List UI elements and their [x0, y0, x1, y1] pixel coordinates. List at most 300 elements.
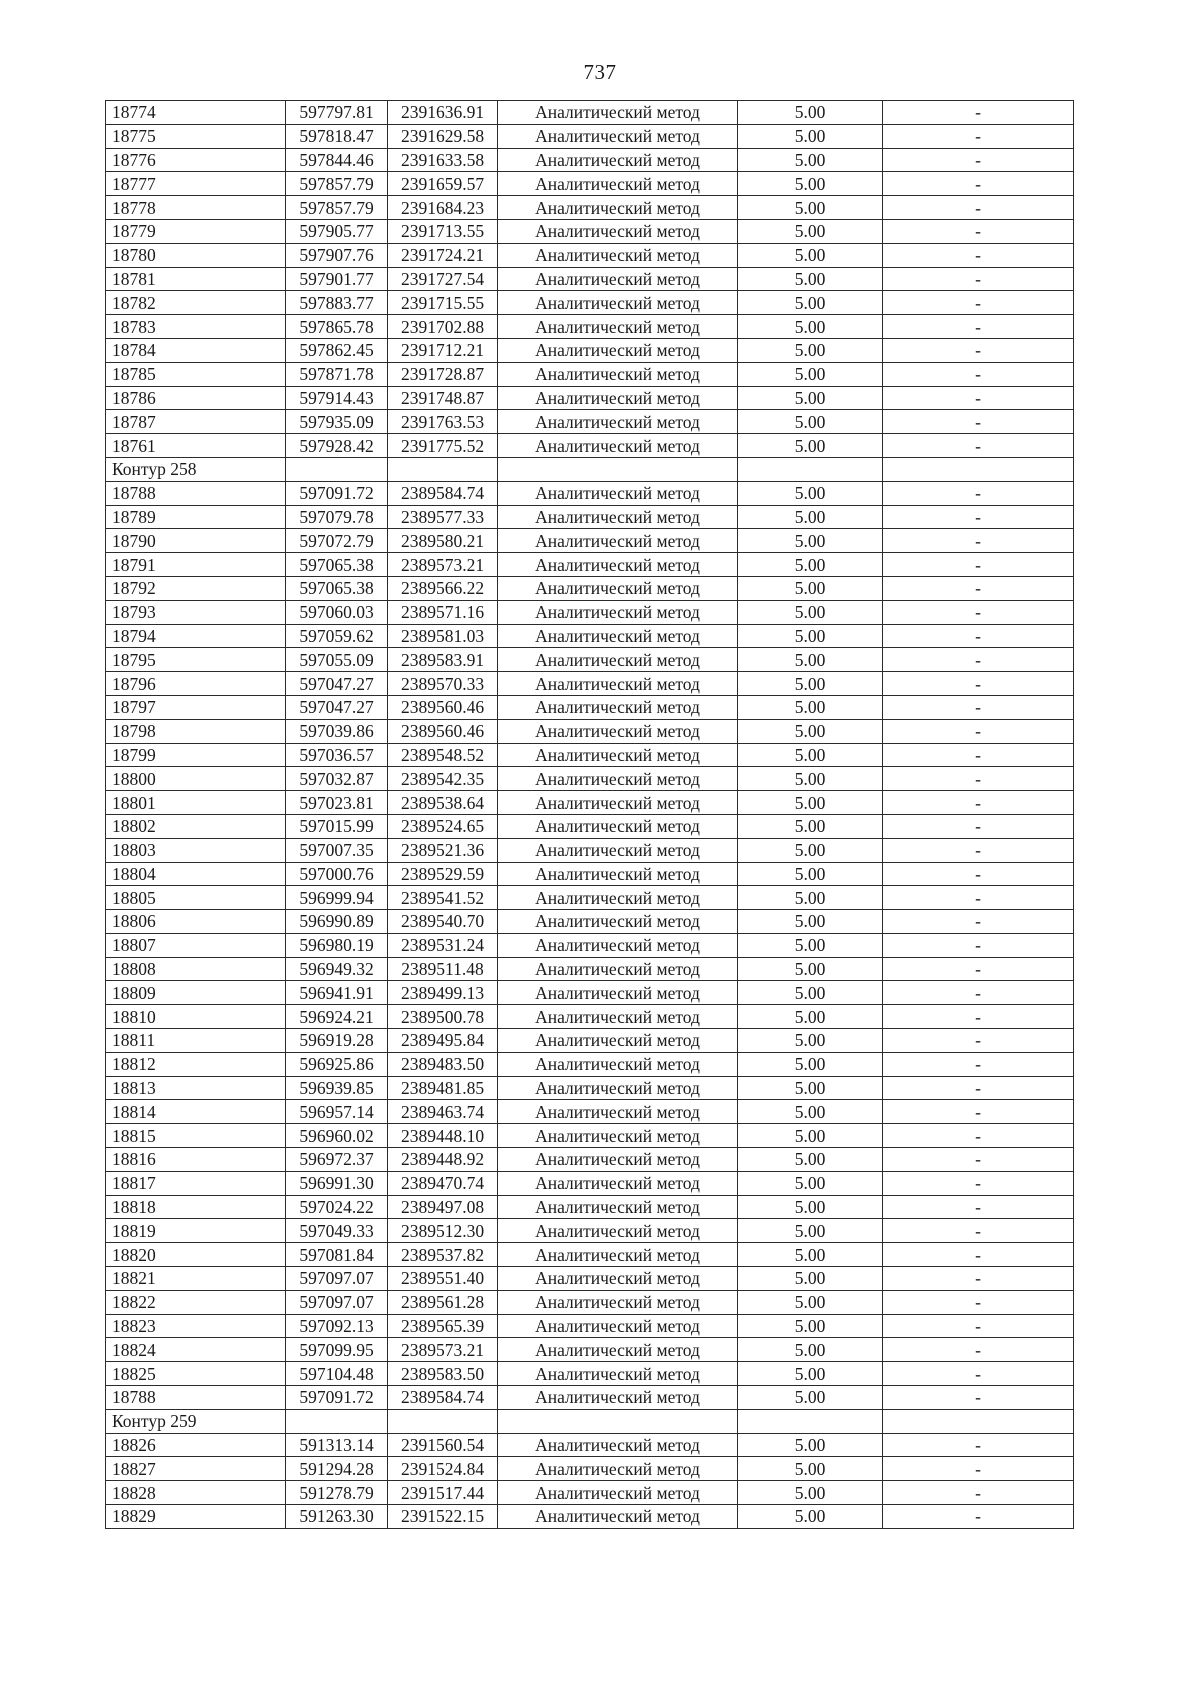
- x-coordinate-cell: 597091.72: [286, 1386, 388, 1410]
- x-coordinate-cell: 597065.38: [286, 576, 388, 600]
- method-cell: Аналитический метод: [498, 1267, 738, 1291]
- point-number-cell: 18761: [106, 434, 286, 458]
- description-cell: -: [883, 1338, 1074, 1362]
- accuracy-cell: 5.00: [738, 600, 883, 624]
- accuracy-cell: 5.00: [738, 1052, 883, 1076]
- table-row: [106, 791, 1074, 815]
- table-row: [106, 1338, 1074, 1362]
- table-row: [106, 957, 1074, 981]
- x-coordinate-cell: 596972.37: [286, 1148, 388, 1172]
- accuracy-cell: 5.00: [738, 695, 883, 719]
- accuracy-cell: 5.00: [738, 1005, 883, 1029]
- contour-label: Контур 258: [106, 457, 286, 481]
- method-cell: Аналитический метод: [498, 1481, 738, 1505]
- description-cell: -: [883, 243, 1074, 267]
- y-coordinate-cell: 2389538.64: [388, 791, 498, 815]
- table-row: [106, 1171, 1074, 1195]
- empty-cell: [498, 457, 738, 481]
- method-cell: Аналитический метод: [498, 101, 738, 125]
- method-cell: Аналитический метод: [498, 338, 738, 362]
- accuracy-cell: 5.00: [738, 219, 883, 243]
- point-number-cell: 18813: [106, 1076, 286, 1100]
- x-coordinate-cell: 597039.86: [286, 719, 388, 743]
- point-number-cell: 18782: [106, 291, 286, 315]
- table-row: [106, 624, 1074, 648]
- method-cell: Аналитический метод: [498, 1148, 738, 1172]
- accuracy-cell: 5.00: [738, 196, 883, 220]
- x-coordinate-cell: 597015.99: [286, 814, 388, 838]
- method-cell: Аналитический метод: [498, 1338, 738, 1362]
- point-number-cell: 18779: [106, 219, 286, 243]
- method-cell: Аналитический метод: [498, 1505, 738, 1529]
- x-coordinate-cell: 596991.30: [286, 1171, 388, 1195]
- point-number-cell: 18816: [106, 1148, 286, 1172]
- y-coordinate-cell: 2389573.21: [388, 1338, 498, 1362]
- method-cell: Аналитический метод: [498, 767, 738, 791]
- accuracy-cell: 5.00: [738, 624, 883, 648]
- description-cell: -: [883, 1290, 1074, 1314]
- table-row: [106, 886, 1074, 910]
- y-coordinate-cell: 2389529.59: [388, 862, 498, 886]
- table-row: [106, 243, 1074, 267]
- x-coordinate-cell: 597901.77: [286, 267, 388, 291]
- x-coordinate-cell: 597024.22: [286, 1195, 388, 1219]
- description-cell: -: [883, 172, 1074, 196]
- point-number-cell: 18815: [106, 1124, 286, 1148]
- point-number-cell: 18826: [106, 1433, 286, 1457]
- table-row: [106, 101, 1074, 125]
- description-cell: -: [883, 338, 1074, 362]
- accuracy-cell: 5.00: [738, 362, 883, 386]
- x-coordinate-cell: 597928.42: [286, 434, 388, 458]
- y-coordinate-cell: 2389565.39: [388, 1314, 498, 1338]
- description-cell: -: [883, 576, 1074, 600]
- accuracy-cell: 5.00: [738, 981, 883, 1005]
- description-cell: -: [883, 672, 1074, 696]
- x-coordinate-cell: 597097.07: [286, 1290, 388, 1314]
- description-cell: -: [883, 743, 1074, 767]
- method-cell: Аналитический метод: [498, 1029, 738, 1053]
- y-coordinate-cell: 2389561.28: [388, 1290, 498, 1314]
- description-cell: -: [883, 553, 1074, 577]
- point-number-cell: 18784: [106, 338, 286, 362]
- description-cell: -: [883, 791, 1074, 815]
- description-cell: -: [883, 505, 1074, 529]
- y-coordinate-cell: 2389581.03: [388, 624, 498, 648]
- empty-cell: [388, 457, 498, 481]
- method-cell: Аналитический метод: [498, 1171, 738, 1195]
- method-cell: Аналитический метод: [498, 719, 738, 743]
- description-cell: -: [883, 862, 1074, 886]
- accuracy-cell: 5.00: [738, 1124, 883, 1148]
- accuracy-cell: 5.00: [738, 814, 883, 838]
- table-row: [106, 148, 1074, 172]
- y-coordinate-cell: 2389495.84: [388, 1029, 498, 1053]
- point-number-cell: 18805: [106, 886, 286, 910]
- x-coordinate-cell: 597797.81: [286, 101, 388, 125]
- accuracy-cell: 5.00: [738, 1100, 883, 1124]
- description-cell: -: [883, 434, 1074, 458]
- point-number-cell: 18775: [106, 124, 286, 148]
- y-coordinate-cell: 2389481.85: [388, 1076, 498, 1100]
- y-coordinate-cell: 2389584.74: [388, 1386, 498, 1410]
- y-coordinate-cell: 2389548.52: [388, 743, 498, 767]
- coordinates-table-body: [106, 101, 1074, 1529]
- table-row: [106, 1195, 1074, 1219]
- table-row: [106, 410, 1074, 434]
- accuracy-cell: 5.00: [738, 1362, 883, 1386]
- method-cell: Аналитический метод: [498, 1433, 738, 1457]
- x-coordinate-cell: 597104.48: [286, 1362, 388, 1386]
- method-cell: Аналитический метод: [498, 981, 738, 1005]
- method-cell: Аналитический метод: [498, 1314, 738, 1338]
- method-cell: Аналитический метод: [498, 886, 738, 910]
- point-number-cell: 18797: [106, 695, 286, 719]
- y-coordinate-cell: 2389521.36: [388, 838, 498, 862]
- description-cell: -: [883, 410, 1074, 434]
- x-coordinate-cell: 597047.27: [286, 695, 388, 719]
- accuracy-cell: 5.00: [738, 553, 883, 577]
- x-coordinate-cell: 597081.84: [286, 1243, 388, 1267]
- description-cell: -: [883, 719, 1074, 743]
- table-row: [106, 1386, 1074, 1410]
- x-coordinate-cell: 596957.14: [286, 1100, 388, 1124]
- point-number-cell: 18802: [106, 814, 286, 838]
- description-cell: -: [883, 1314, 1074, 1338]
- method-cell: Аналитический метод: [498, 529, 738, 553]
- table-row: [106, 910, 1074, 934]
- y-coordinate-cell: 2391763.53: [388, 410, 498, 434]
- y-coordinate-cell: 2389542.35: [388, 767, 498, 791]
- description-cell: -: [883, 695, 1074, 719]
- accuracy-cell: 5.00: [738, 886, 883, 910]
- table-row: [106, 600, 1074, 624]
- point-number-cell: 18824: [106, 1338, 286, 1362]
- x-coordinate-cell: 597092.13: [286, 1314, 388, 1338]
- x-coordinate-cell: 591313.14: [286, 1433, 388, 1457]
- point-number-cell: 18776: [106, 148, 286, 172]
- method-cell: Аналитический метод: [498, 148, 738, 172]
- table-row: [106, 291, 1074, 315]
- table-row: [106, 172, 1074, 196]
- point-number-cell: 18796: [106, 672, 286, 696]
- x-coordinate-cell: 596980.19: [286, 933, 388, 957]
- description-cell: -: [883, 362, 1074, 386]
- table-row: [106, 386, 1074, 410]
- accuracy-cell: 5.00: [738, 1076, 883, 1100]
- description-cell: -: [883, 886, 1074, 910]
- accuracy-cell: 5.00: [738, 1338, 883, 1362]
- point-number-cell: 18806: [106, 910, 286, 934]
- method-cell: Аналитический метод: [498, 481, 738, 505]
- method-cell: Аналитический метод: [498, 624, 738, 648]
- table-row: [106, 338, 1074, 362]
- table-row: [106, 981, 1074, 1005]
- accuracy-cell: 5.00: [738, 1243, 883, 1267]
- method-cell: Аналитический метод: [498, 600, 738, 624]
- table-row: [106, 124, 1074, 148]
- method-cell: Аналитический метод: [498, 1243, 738, 1267]
- description-cell: -: [883, 1481, 1074, 1505]
- point-number-cell: 18818: [106, 1195, 286, 1219]
- point-number-cell: 18792: [106, 576, 286, 600]
- point-number-cell: 18809: [106, 981, 286, 1005]
- table-row: [106, 1433, 1074, 1457]
- point-number-cell: 18819: [106, 1219, 286, 1243]
- x-coordinate-cell: 596925.86: [286, 1052, 388, 1076]
- x-coordinate-cell: 596941.91: [286, 981, 388, 1005]
- description-cell: -: [883, 101, 1074, 125]
- y-coordinate-cell: 2391633.58: [388, 148, 498, 172]
- point-number-cell: 18783: [106, 315, 286, 339]
- description-cell: -: [883, 981, 1074, 1005]
- y-coordinate-cell: 2389448.92: [388, 1148, 498, 1172]
- table-row: [106, 695, 1074, 719]
- y-coordinate-cell: 2389580.21: [388, 529, 498, 553]
- x-coordinate-cell: 597818.47: [286, 124, 388, 148]
- x-coordinate-cell: 597905.77: [286, 219, 388, 243]
- method-cell: Аналитический метод: [498, 172, 738, 196]
- y-coordinate-cell: 2389524.65: [388, 814, 498, 838]
- y-coordinate-cell: 2391712.21: [388, 338, 498, 362]
- method-cell: Аналитический метод: [498, 553, 738, 577]
- x-coordinate-cell: 597047.27: [286, 672, 388, 696]
- point-number-cell: 18804: [106, 862, 286, 886]
- point-number-cell: 18788: [106, 1386, 286, 1410]
- x-coordinate-cell: 596924.21: [286, 1005, 388, 1029]
- x-coordinate-cell: 597844.46: [286, 148, 388, 172]
- point-number-cell: 18777: [106, 172, 286, 196]
- x-coordinate-cell: 597065.38: [286, 553, 388, 577]
- accuracy-cell: 5.00: [738, 719, 883, 743]
- description-cell: -: [883, 600, 1074, 624]
- point-number-cell: 18799: [106, 743, 286, 767]
- y-coordinate-cell: 2389577.33: [388, 505, 498, 529]
- accuracy-cell: 5.00: [738, 910, 883, 934]
- table-row: [106, 814, 1074, 838]
- method-cell: Аналитический метод: [498, 1457, 738, 1481]
- description-cell: -: [883, 124, 1074, 148]
- description-cell: -: [883, 1171, 1074, 1195]
- empty-cell: [286, 1409, 388, 1433]
- y-coordinate-cell: 2389511.48: [388, 957, 498, 981]
- method-cell: Аналитический метод: [498, 672, 738, 696]
- method-cell: Аналитический метод: [498, 243, 738, 267]
- point-number-cell: 18791: [106, 553, 286, 577]
- accuracy-cell: 5.00: [738, 505, 883, 529]
- description-cell: -: [883, 219, 1074, 243]
- table-row: [106, 315, 1074, 339]
- description-cell: -: [883, 1433, 1074, 1457]
- method-cell: Аналитический метод: [498, 1124, 738, 1148]
- point-number-cell: 18827: [106, 1457, 286, 1481]
- description-cell: -: [883, 291, 1074, 315]
- table-row: [106, 838, 1074, 862]
- description-cell: -: [883, 910, 1074, 934]
- accuracy-cell: 5.00: [738, 767, 883, 791]
- point-number-cell: 18822: [106, 1290, 286, 1314]
- y-coordinate-cell: 2389540.70: [388, 910, 498, 934]
- y-coordinate-cell: 2391629.58: [388, 124, 498, 148]
- accuracy-cell: 5.00: [738, 1386, 883, 1410]
- x-coordinate-cell: 597907.76: [286, 243, 388, 267]
- table-row: [106, 481, 1074, 505]
- empty-cell: [738, 457, 883, 481]
- y-coordinate-cell: 2389583.50: [388, 1362, 498, 1386]
- point-number-cell: 18789: [106, 505, 286, 529]
- table-row: [106, 1052, 1074, 1076]
- point-number-cell: 18801: [106, 791, 286, 815]
- accuracy-cell: 5.00: [738, 1433, 883, 1457]
- method-cell: Аналитический метод: [498, 933, 738, 957]
- empty-cell: [883, 457, 1074, 481]
- method-cell: Аналитический метод: [498, 1362, 738, 1386]
- description-cell: -: [883, 1148, 1074, 1172]
- accuracy-cell: 5.00: [738, 1290, 883, 1314]
- empty-cell: [388, 1409, 498, 1433]
- x-coordinate-cell: 596960.02: [286, 1124, 388, 1148]
- x-coordinate-cell: 597023.81: [286, 791, 388, 815]
- table-row: [106, 553, 1074, 577]
- table-row: [106, 1314, 1074, 1338]
- y-coordinate-cell: 2389499.13: [388, 981, 498, 1005]
- method-cell: Аналитический метод: [498, 267, 738, 291]
- accuracy-cell: 5.00: [738, 1481, 883, 1505]
- point-number-cell: 18788: [106, 481, 286, 505]
- x-coordinate-cell: 597862.45: [286, 338, 388, 362]
- description-cell: -: [883, 481, 1074, 505]
- description-cell: -: [883, 1195, 1074, 1219]
- table-row: [106, 362, 1074, 386]
- description-cell: -: [883, 1505, 1074, 1529]
- description-cell: -: [883, 315, 1074, 339]
- accuracy-cell: 5.00: [738, 1267, 883, 1291]
- accuracy-cell: 5.00: [738, 148, 883, 172]
- table-row: [106, 1076, 1074, 1100]
- y-coordinate-cell: 2391517.44: [388, 1481, 498, 1505]
- description-cell: -: [883, 767, 1074, 791]
- y-coordinate-cell: 2391715.55: [388, 291, 498, 315]
- point-number-cell: 18823: [106, 1314, 286, 1338]
- y-coordinate-cell: 2391748.87: [388, 386, 498, 410]
- method-cell: Аналитический метод: [498, 695, 738, 719]
- method-cell: Аналитический метод: [498, 1386, 738, 1410]
- x-coordinate-cell: 591278.79: [286, 1481, 388, 1505]
- x-coordinate-cell: 597935.09: [286, 410, 388, 434]
- accuracy-cell: 5.00: [738, 957, 883, 981]
- y-coordinate-cell: 2389571.16: [388, 600, 498, 624]
- point-number-cell: 18828: [106, 1481, 286, 1505]
- x-coordinate-cell: 596939.85: [286, 1076, 388, 1100]
- table-row: [106, 1457, 1074, 1481]
- method-cell: Аналитический метод: [498, 957, 738, 981]
- accuracy-cell: 5.00: [738, 386, 883, 410]
- empty-cell: [883, 1409, 1074, 1433]
- method-cell: Аналитический метод: [498, 1100, 738, 1124]
- accuracy-cell: 5.00: [738, 1457, 883, 1481]
- description-cell: -: [883, 1386, 1074, 1410]
- table-row: [106, 767, 1074, 791]
- table-row: [106, 196, 1074, 220]
- method-cell: Аналитический метод: [498, 1052, 738, 1076]
- method-cell: Аналитический метод: [498, 434, 738, 458]
- x-coordinate-cell: 591294.28: [286, 1457, 388, 1481]
- accuracy-cell: 5.00: [738, 338, 883, 362]
- x-coordinate-cell: 597049.33: [286, 1219, 388, 1243]
- method-cell: Аналитический метод: [498, 910, 738, 934]
- accuracy-cell: 5.00: [738, 1219, 883, 1243]
- description-cell: -: [883, 648, 1074, 672]
- point-number-cell: 18800: [106, 767, 286, 791]
- method-cell: Аналитический метод: [498, 505, 738, 529]
- point-number-cell: 18793: [106, 600, 286, 624]
- method-cell: Аналитический метод: [498, 1290, 738, 1314]
- point-number-cell: 18820: [106, 1243, 286, 1267]
- method-cell: Аналитический метод: [498, 576, 738, 600]
- y-coordinate-cell: 2389573.21: [388, 553, 498, 577]
- point-number-cell: 18778: [106, 196, 286, 220]
- table-row: [106, 719, 1074, 743]
- coordinates-table: [105, 100, 1074, 1529]
- y-coordinate-cell: 2389537.82: [388, 1243, 498, 1267]
- description-cell: -: [883, 1005, 1074, 1029]
- x-coordinate-cell: 597072.79: [286, 529, 388, 553]
- description-cell: -: [883, 1076, 1074, 1100]
- point-number-cell: 18817: [106, 1171, 286, 1195]
- method-cell: Аналитический метод: [498, 1219, 738, 1243]
- description-cell: -: [883, 1267, 1074, 1291]
- description-cell: -: [883, 529, 1074, 553]
- y-coordinate-cell: 2389483.50: [388, 1052, 498, 1076]
- table-row: [106, 648, 1074, 672]
- x-coordinate-cell: 596990.89: [286, 910, 388, 934]
- table-row: [106, 1029, 1074, 1053]
- accuracy-cell: 5.00: [738, 1505, 883, 1529]
- method-cell: Аналитический метод: [498, 196, 738, 220]
- description-cell: -: [883, 386, 1074, 410]
- description-cell: -: [883, 1362, 1074, 1386]
- y-coordinate-cell: 2391727.54: [388, 267, 498, 291]
- description-cell: -: [883, 1243, 1074, 1267]
- point-number-cell: 18780: [106, 243, 286, 267]
- contour-header-row: [106, 1409, 1074, 1433]
- point-number-cell: 18829: [106, 1505, 286, 1529]
- table-row: [106, 219, 1074, 243]
- method-cell: Аналитический метод: [498, 648, 738, 672]
- method-cell: Аналитический метод: [498, 386, 738, 410]
- x-coordinate-cell: 597865.78: [286, 315, 388, 339]
- description-cell: -: [883, 1124, 1074, 1148]
- table-row: [106, 1005, 1074, 1029]
- accuracy-cell: 5.00: [738, 267, 883, 291]
- method-cell: Аналитический метод: [498, 743, 738, 767]
- y-coordinate-cell: 2391775.52: [388, 434, 498, 458]
- accuracy-cell: 5.00: [738, 101, 883, 125]
- accuracy-cell: 5.00: [738, 243, 883, 267]
- description-cell: -: [883, 814, 1074, 838]
- description-cell: -: [883, 1052, 1074, 1076]
- x-coordinate-cell: 597871.78: [286, 362, 388, 386]
- x-coordinate-cell: 596949.32: [286, 957, 388, 981]
- accuracy-cell: 5.00: [738, 648, 883, 672]
- description-cell: -: [883, 148, 1074, 172]
- point-number-cell: 18795: [106, 648, 286, 672]
- y-coordinate-cell: 2389584.74: [388, 481, 498, 505]
- point-number-cell: 18790: [106, 529, 286, 553]
- point-number-cell: 18807: [106, 933, 286, 957]
- y-coordinate-cell: 2389541.52: [388, 886, 498, 910]
- table-row: [106, 933, 1074, 957]
